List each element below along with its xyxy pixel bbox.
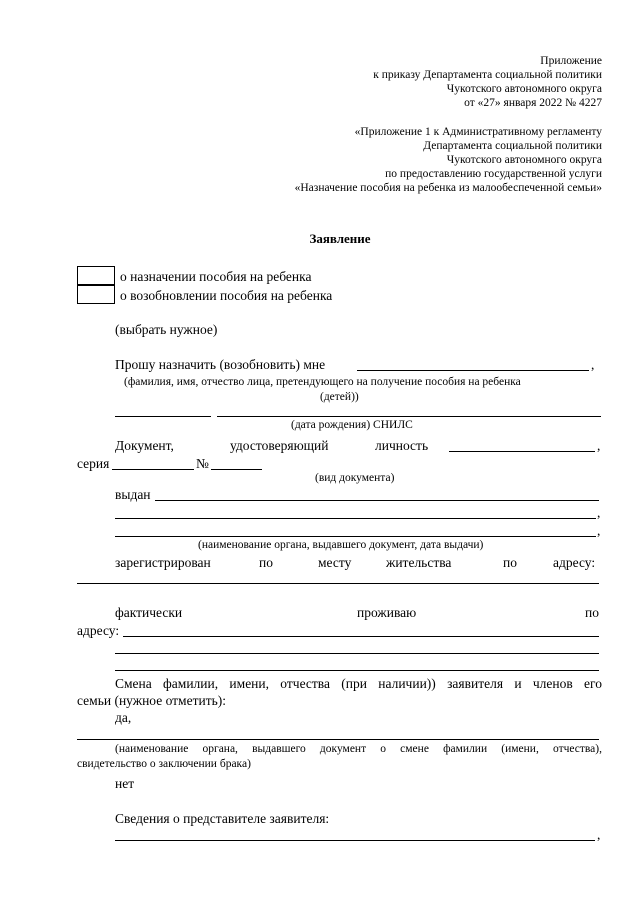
reg-word-3: месту — [318, 555, 352, 570]
actual-word-1: фактически — [115, 605, 183, 620]
reg-word-1: зарегистрирован — [115, 555, 211, 570]
option-label-resume: о возобновлении пособия на ребенка — [120, 288, 333, 303]
regulation-line-2: Департамента социальной политики — [423, 140, 602, 152]
reg-word-2: по — [259, 555, 273, 570]
appendix-line-3: Чукотского автономного округа — [446, 83, 602, 95]
name-change-hint-2: свидетельство о заключении брака) — [77, 758, 251, 770]
name-change-field[interactable] — [77, 739, 599, 740]
actual-address-field-3[interactable] — [115, 670, 599, 671]
request-comma: , — [591, 357, 595, 372]
yes-label: да, — [115, 710, 132, 725]
page-title: Заявление — [309, 231, 371, 246]
representative-label: Сведения о представителе заявителя: — [115, 811, 330, 826]
dob-snils-hint: (дата рождения) СНИЛС — [291, 419, 413, 431]
fio-field[interactable] — [357, 370, 589, 371]
actual-word-2: проживаю — [357, 605, 417, 620]
number-label: № — [196, 456, 209, 471]
option-checkbox-assign[interactable] — [77, 266, 115, 285]
issued-field-3[interactable] — [115, 536, 596, 537]
issued-label: выдан — [115, 487, 151, 502]
snils-field[interactable] — [217, 416, 601, 417]
doc-type-hint: (вид документа) — [315, 472, 395, 484]
actual-address-field-1[interactable] — [123, 636, 599, 637]
final-comma: , — [597, 827, 601, 842]
appendix-line-4: от «27» января 2022 № 4227 — [464, 97, 602, 109]
regulation-line-3: Чукотского автономного округа — [446, 154, 602, 166]
dob-field[interactable] — [115, 416, 211, 417]
doc-word-1: Документ, — [115, 438, 174, 453]
doc-type-field[interactable] — [449, 451, 595, 452]
appendix-line-2: к приказу Департамента социальной политики — [373, 69, 602, 81]
regulation-line-4: по предоставлению государственной услуги — [385, 168, 602, 180]
no-label: нет — [115, 776, 135, 791]
option-label-assign: о назначении пособия на ребенка — [120, 269, 312, 284]
reg-word-4: жительства — [386, 555, 452, 570]
representative-field[interactable] — [115, 840, 595, 841]
issued-comma-1: , — [597, 505, 601, 520]
fio-hint-1: (фамилия, имя, отчество лица, претендующего на получение пособия на ребенка — [124, 376, 521, 388]
actual-address-field-2[interactable] — [115, 653, 599, 654]
fio-hint-2: (детей)) — [320, 391, 359, 403]
regulation-line-5: «Назначение пособия на ребенка из малообеспеченной семьи» — [294, 182, 602, 194]
issued-field-1[interactable] — [155, 500, 599, 501]
issuer-hint: (наименование органа, выдавшего документ, дата выдачи) — [198, 539, 484, 551]
registered-address-field[interactable] — [77, 583, 599, 584]
doc-word-3: личность — [375, 438, 429, 453]
series-label: серия — [77, 456, 110, 471]
reg-word-5: по — [503, 555, 517, 570]
actual-address-label: адресу: — [77, 623, 120, 638]
name-change-text-1: Смена фамилии, имени, отчества (при наличии)) заявителя и членов его — [115, 676, 602, 691]
actual-word-3: по — [585, 605, 599, 620]
doc-word-2: удостоверяющий — [230, 438, 329, 453]
name-change-hint-1: (наименование органа, выдавшего документ о смене фамилии (имени, отчества), — [115, 743, 602, 755]
name-change-text-2: семьи (нужное отметить): — [77, 693, 227, 708]
choose-hint: (выбрать нужное) — [115, 322, 218, 337]
number-field[interactable] — [211, 469, 262, 470]
request-text: Прошу назначить (возобновить) мне — [115, 357, 326, 372]
option-checkbox-resume[interactable] — [77, 285, 115, 304]
reg-word-6: адресу: — [553, 555, 596, 570]
issued-field-2[interactable] — [115, 518, 596, 519]
issued-comma-2: , — [597, 523, 601, 538]
doc-comma: , — [597, 438, 601, 453]
regulation-line-1: «Приложение 1 к Административному регламенту — [354, 126, 602, 138]
appendix-line-1: Приложение — [540, 55, 602, 67]
series-field[interactable] — [112, 469, 194, 470]
